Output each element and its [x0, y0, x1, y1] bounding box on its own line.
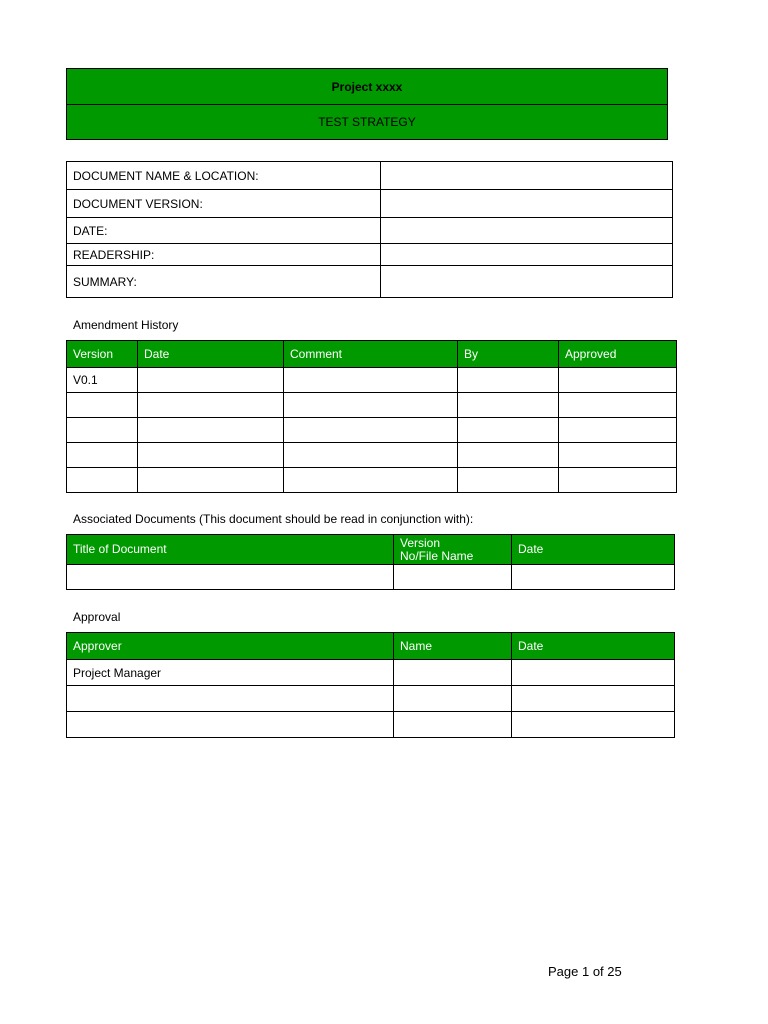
document-info-table [66, 161, 673, 298]
comment-cell[interactable] [284, 418, 458, 443]
table-row [67, 686, 675, 712]
title-block [66, 68, 668, 140]
approver-cell[interactable] [67, 686, 394, 712]
table-row [67, 393, 677, 418]
doc-info-label: SUMMARY: [67, 266, 381, 298]
doc-info-value[interactable] [381, 244, 673, 266]
name-column-header: Name [394, 633, 512, 660]
table-row [67, 418, 677, 443]
version-cell[interactable] [67, 393, 138, 418]
version-file-name-cell[interactable] [394, 565, 512, 590]
approval-heading: Approval [73, 610, 121, 624]
name-cell[interactable] [394, 660, 512, 686]
date-column-header: Date [512, 633, 675, 660]
version-cell[interactable] [67, 418, 138, 443]
date-column-header: Date [512, 535, 675, 565]
approval-table [66, 632, 675, 738]
date-cell[interactable] [138, 393, 284, 418]
doc-info-value[interactable] [381, 190, 673, 218]
table-row [67, 565, 675, 590]
by-cell[interactable] [458, 443, 559, 468]
associated-documents-table [66, 534, 675, 590]
date-cell[interactable] [512, 565, 675, 590]
comment-cell[interactable] [284, 368, 458, 393]
page-number: Page 1 of 25 [548, 964, 622, 979]
doc-info-row [67, 266, 673, 298]
date-cell[interactable] [512, 686, 675, 712]
project-title: Project xxxx [331, 79, 403, 94]
title-of-document-cell[interactable] [67, 565, 394, 590]
by-cell[interactable] [458, 418, 559, 443]
table-row [67, 368, 677, 393]
name-cell[interactable] [394, 712, 512, 738]
doc-info-row [67, 218, 673, 244]
by-cell[interactable] [458, 368, 559, 393]
doc-info-label: READERSHIP: [67, 244, 381, 266]
by-cell[interactable] [458, 393, 559, 418]
doc-info-label: DOCUMENT VERSION: [67, 190, 381, 218]
associated-documents-heading: Associated Documents (This document should be read in conjunction with): [73, 512, 474, 526]
doc-info-value[interactable] [381, 266, 673, 298]
version-cell[interactable] [67, 443, 138, 468]
table-row [67, 468, 677, 493]
date-cell[interactable] [512, 660, 675, 686]
amendment-history-table [66, 340, 677, 493]
date-cell[interactable] [138, 418, 284, 443]
doc-info-value[interactable] [381, 218, 673, 244]
doc-info-row [67, 162, 673, 190]
table-row [67, 660, 675, 686]
name-cell[interactable] [394, 686, 512, 712]
document-type-title: TEST STRATEGY [67, 104, 667, 139]
date-cell[interactable] [138, 443, 284, 468]
comment-cell[interactable] [284, 443, 458, 468]
title-of-document-column-header: Title of Document [67, 535, 394, 565]
doc-info-row [67, 244, 673, 266]
approved-cell[interactable] [559, 468, 677, 493]
date-cell[interactable] [512, 712, 675, 738]
approver-column-header: Approver [67, 633, 394, 660]
approver-cell[interactable] [67, 712, 394, 738]
by-cell[interactable] [458, 468, 559, 493]
version-file-name-column-header: Version No/File Name [394, 535, 512, 565]
table-row [67, 443, 677, 468]
amendment-history-heading: Amendment History [73, 318, 179, 332]
date-cell[interactable] [138, 368, 284, 393]
approved-cell[interactable] [559, 368, 677, 393]
approved-column-header: Approved [559, 341, 677, 368]
approved-cell[interactable] [559, 418, 677, 443]
comment-cell[interactable] [284, 468, 458, 493]
doc-info-label: DOCUMENT NAME & LOCATION: [67, 162, 381, 190]
approved-cell[interactable] [559, 393, 677, 418]
doc-info-row [67, 190, 673, 218]
approver-cell[interactable]: Project Manager [67, 660, 394, 686]
table-row [67, 712, 675, 738]
by-column-header: By [458, 341, 559, 368]
version-cell[interactable]: V0.1 [67, 368, 138, 393]
version-cell[interactable] [67, 468, 138, 493]
comment-cell[interactable] [284, 393, 458, 418]
version-column-header: Version [67, 341, 138, 368]
date-cell[interactable] [138, 468, 284, 493]
approved-cell[interactable] [559, 443, 677, 468]
date-column-header: Date [138, 341, 284, 368]
doc-info-label: DATE: [67, 218, 381, 244]
doc-info-value[interactable] [381, 162, 673, 190]
comment-column-header: Comment [284, 341, 458, 368]
